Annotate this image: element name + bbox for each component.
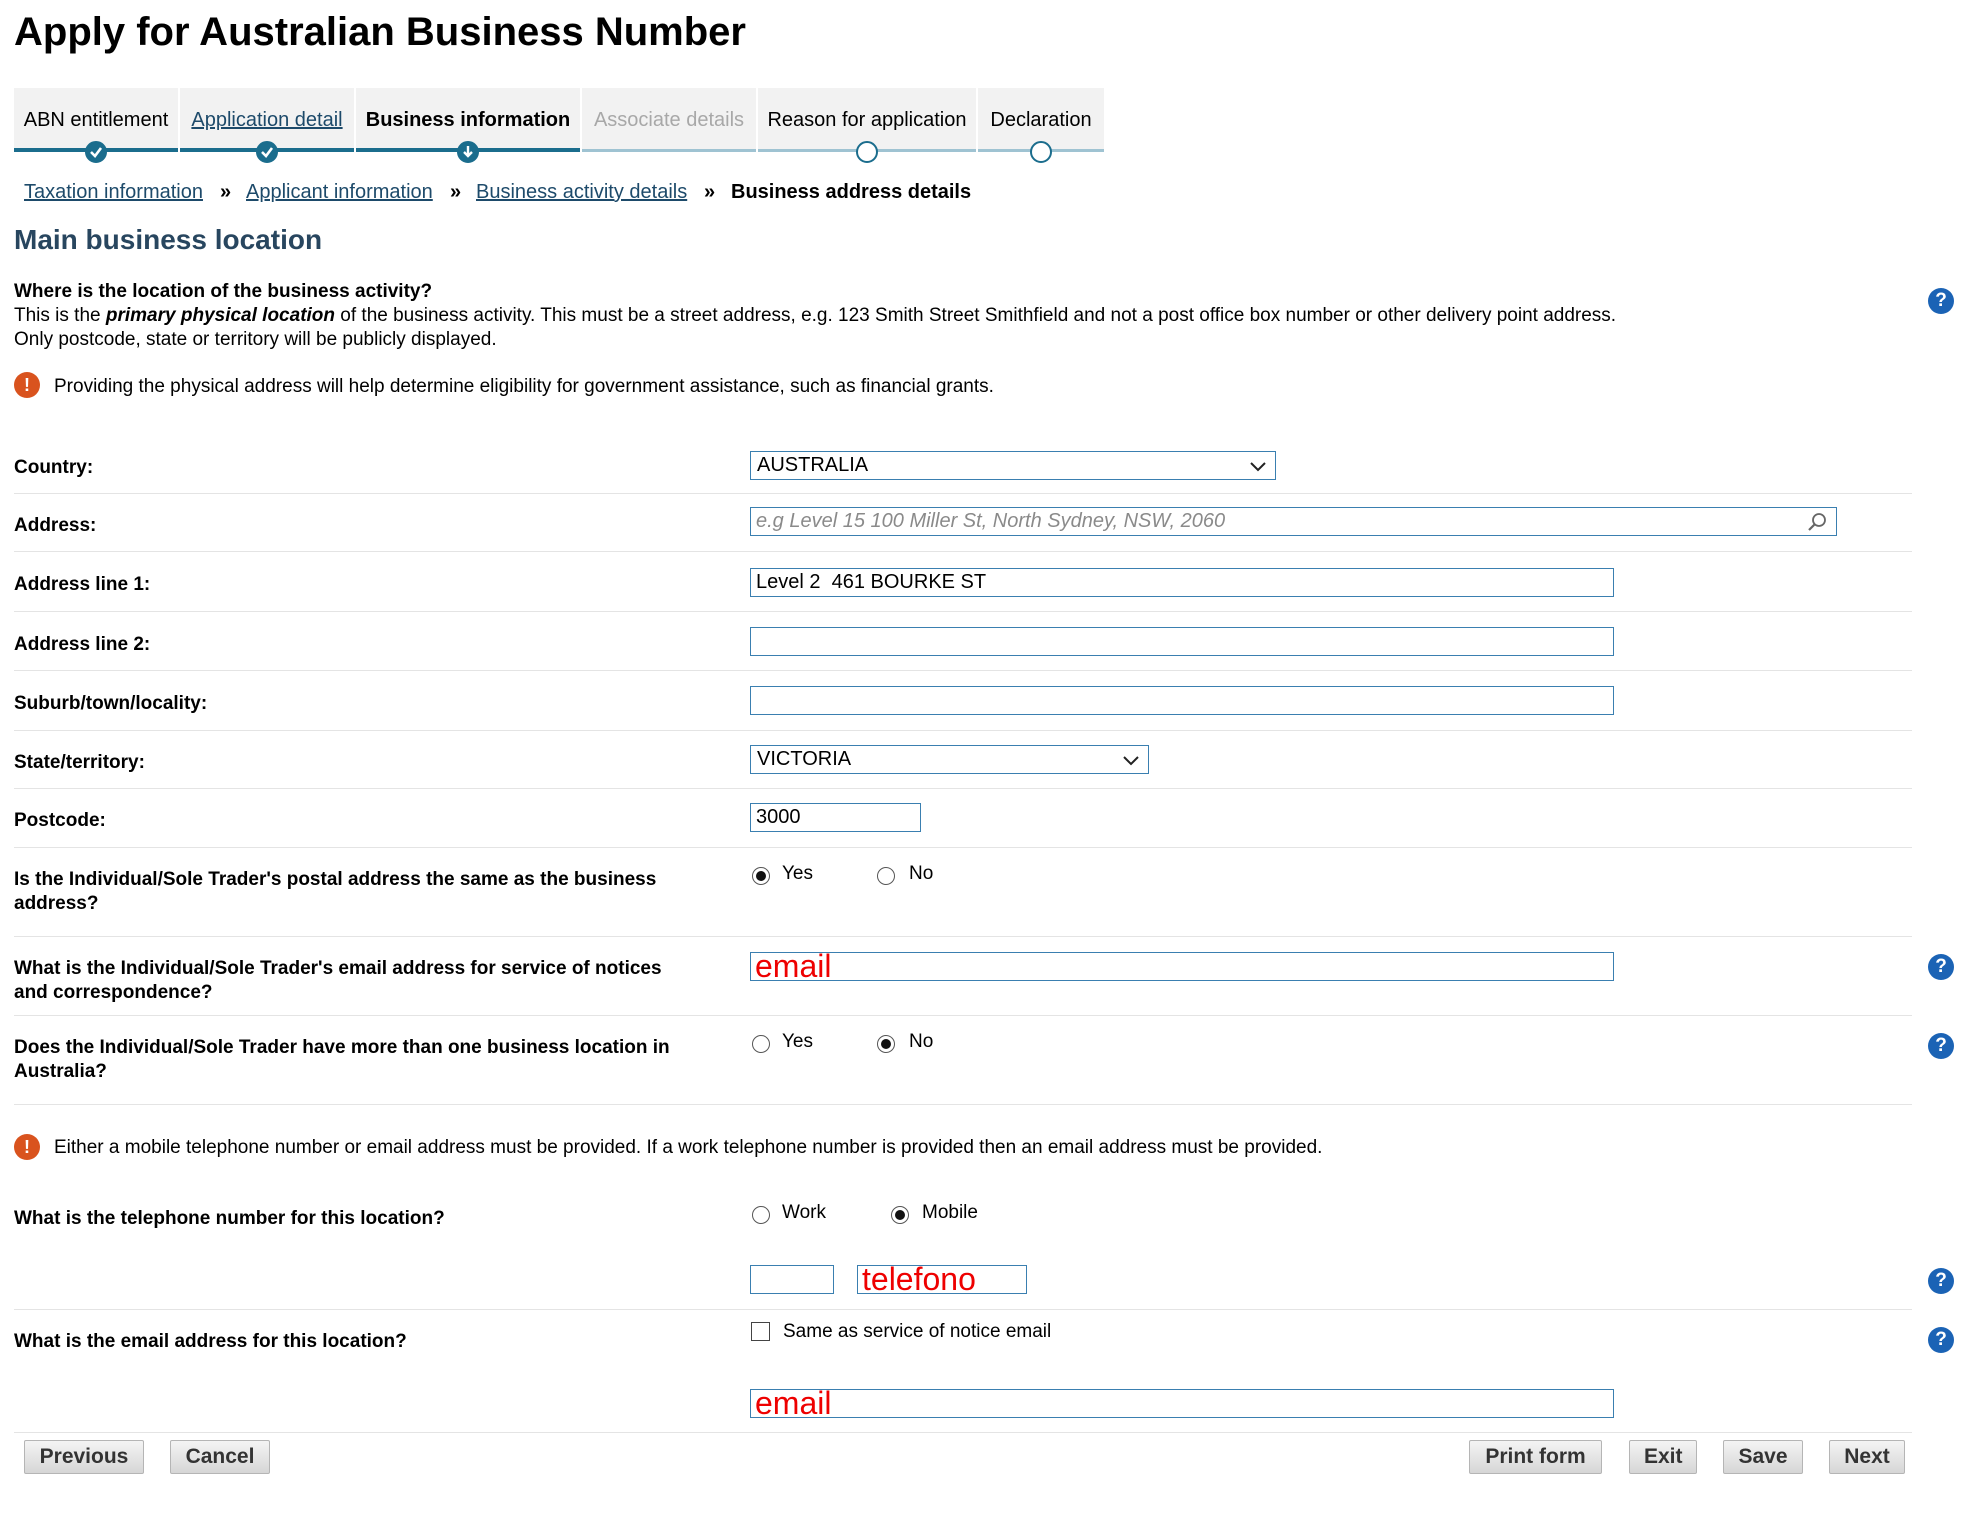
print-form-button[interactable]: Print form — [1469, 1440, 1602, 1474]
same-as-service-email-label[interactable]: Same as service of notice email — [783, 1321, 1052, 1342]
row-divider — [14, 730, 1912, 731]
previous-button[interactable]: Previous — [24, 1440, 144, 1474]
row-divider — [14, 1104, 1912, 1105]
contact-requirement-notice: Either a mobile telephone number or email address must be provided. If a work telephone number is provided then an email address must be provided. — [54, 1137, 1323, 1158]
location-email-question: What is the email address for this location? — [14, 1331, 407, 1352]
address-line2-input[interactable] — [750, 627, 1614, 656]
tab-label[interactable]: Application detail — [191, 109, 343, 131]
suburb-input[interactable] — [750, 686, 1614, 715]
tab-business-information[interactable] — [356, 88, 582, 152]
circle-icon — [856, 141, 878, 163]
country-value: AUSTRALIA — [757, 454, 869, 476]
postal-same-no-label[interactable]: No — [909, 863, 934, 884]
suburb-label: Suburb/town/locality: — [14, 693, 208, 714]
chevron-down-icon — [1120, 749, 1142, 771]
row-divider — [14, 788, 1912, 789]
breadcrumb-link-applicant[interactable]: Applicant information — [246, 181, 433, 203]
warning-icon: ! — [14, 1134, 40, 1160]
help-icon[interactable]: ? — [1928, 954, 1954, 980]
postal-same-yes-label[interactable]: Yes — [782, 863, 813, 884]
breadcrumb-separator: » — [450, 181, 462, 203]
state-label: State/territory: — [14, 752, 145, 773]
phone-mobile-radio[interactable] — [891, 1206, 909, 1224]
arrow-down-icon — [457, 141, 479, 163]
country-select[interactable] — [750, 451, 1276, 480]
row-divider — [14, 551, 1912, 552]
service-email-input[interactable] — [750, 952, 1614, 981]
location-email-input[interactable] — [750, 1389, 1614, 1418]
tab-label: Reason for application — [767, 109, 967, 131]
multi-location-yes-label[interactable]: Yes — [782, 1031, 813, 1052]
section-heading: Main business location — [14, 224, 323, 255]
row-divider — [14, 847, 1912, 848]
state-select[interactable] — [750, 745, 1149, 774]
tab-abn-entitlement[interactable] — [14, 88, 180, 152]
chevron-down-icon — [1247, 455, 1269, 477]
check-icon — [256, 141, 278, 163]
phone-area-input[interactable] — [750, 1265, 834, 1294]
magnifier-icon[interactable] — [1806, 511, 1828, 533]
postal-same-question: Is the Individual/Sole Trader's postal address the same as the business address? — [14, 869, 657, 914]
address-search-input[interactable] — [750, 507, 1837, 536]
same-as-service-email-checkbox[interactable] — [751, 1322, 770, 1341]
service-email-question: What is the Individual/Sole Trader's email address for service of notices and correspondence? — [14, 958, 662, 1003]
multi-location-question: Does the Individual/Sole Trader have more than one business location in Australia? — [14, 1037, 670, 1082]
address-line1-label: Address line 1: — [14, 574, 151, 595]
help-icon[interactable]: ? — [1928, 1268, 1954, 1294]
multi-location-no-radio[interactable] — [877, 1035, 895, 1053]
address-label: Address: — [14, 515, 97, 536]
phone-question: What is the telephone number for this location? — [14, 1208, 445, 1229]
tab-reason-for-application[interactable] — [758, 88, 978, 152]
tab-label: Declaration — [990, 109, 1092, 131]
postcode-input[interactable] — [750, 803, 921, 832]
tab-application-detail[interactable] — [180, 88, 356, 152]
next-button[interactable]: Next — [1829, 1440, 1905, 1474]
breadcrumb-separator: » — [220, 181, 232, 203]
tab-label: Associate details — [593, 109, 745, 131]
phone-work-radio[interactable] — [752, 1206, 770, 1224]
multi-location-yes-radio[interactable] — [752, 1035, 770, 1053]
address-line1-input[interactable] — [750, 568, 1614, 597]
postcode-label: Postcode: — [14, 810, 106, 831]
phone-mobile-label[interactable]: Mobile — [922, 1202, 978, 1223]
intro-question: Where is the location of the business activity? — [14, 281, 433, 302]
multi-location-no-label[interactable]: No — [909, 1031, 934, 1052]
warning-icon: ! — [14, 372, 40, 398]
tab-label: ABN entitlement — [23, 109, 169, 131]
row-divider — [14, 611, 1912, 612]
tab-declaration[interactable] — [978, 88, 1104, 152]
help-icon[interactable]: ? — [1928, 1327, 1954, 1353]
address-line2-label: Address line 2: — [14, 634, 151, 655]
row-divider — [14, 493, 1912, 494]
row-divider — [14, 1309, 1912, 1310]
row-divider — [14, 670, 1912, 671]
tab-label: Business information — [365, 109, 571, 131]
page-title: Apply for Australian Business Number — [14, 10, 746, 54]
breadcrumb-current: Business address details — [731, 181, 972, 203]
postal-same-yes-radio[interactable] — [752, 867, 770, 885]
save-button[interactable]: Save — [1723, 1440, 1803, 1474]
row-divider — [14, 1015, 1912, 1016]
breadcrumb-separator: » — [704, 181, 716, 203]
check-icon — [85, 141, 107, 163]
postal-same-no-radio[interactable] — [877, 867, 895, 885]
cancel-button[interactable]: Cancel — [170, 1440, 270, 1474]
intro-description: This is the primary physical location of the business activity. This must be a street address, e.g. 123 Smith Street Smithfield and not a post office box number or other delivery point address. — [14, 305, 1617, 326]
country-label: Country: — [14, 457, 94, 478]
breadcrumb-link-taxation[interactable]: Taxation information — [24, 181, 203, 203]
eligibility-notice: Providing the physical address will help determine eligibility for government assistance, such as financial grants. — [54, 376, 994, 397]
circle-icon — [1030, 141, 1052, 163]
phone-work-label[interactable]: Work — [782, 1202, 826, 1223]
state-value: VICTORIA — [757, 748, 852, 770]
exit-button[interactable]: Exit — [1629, 1440, 1697, 1474]
row-divider — [14, 936, 1912, 937]
help-icon[interactable]: ? — [1928, 288, 1954, 314]
phone-number-input[interactable] — [857, 1265, 1027, 1294]
row-divider — [14, 1432, 1912, 1433]
intro-public-display-note: Only postcode, state or territory will be publicly displayed. — [14, 329, 497, 350]
tab-associate-details — [582, 88, 758, 152]
help-icon[interactable]: ? — [1928, 1033, 1954, 1059]
breadcrumb-link-business-activity[interactable]: Business activity details — [476, 181, 688, 203]
